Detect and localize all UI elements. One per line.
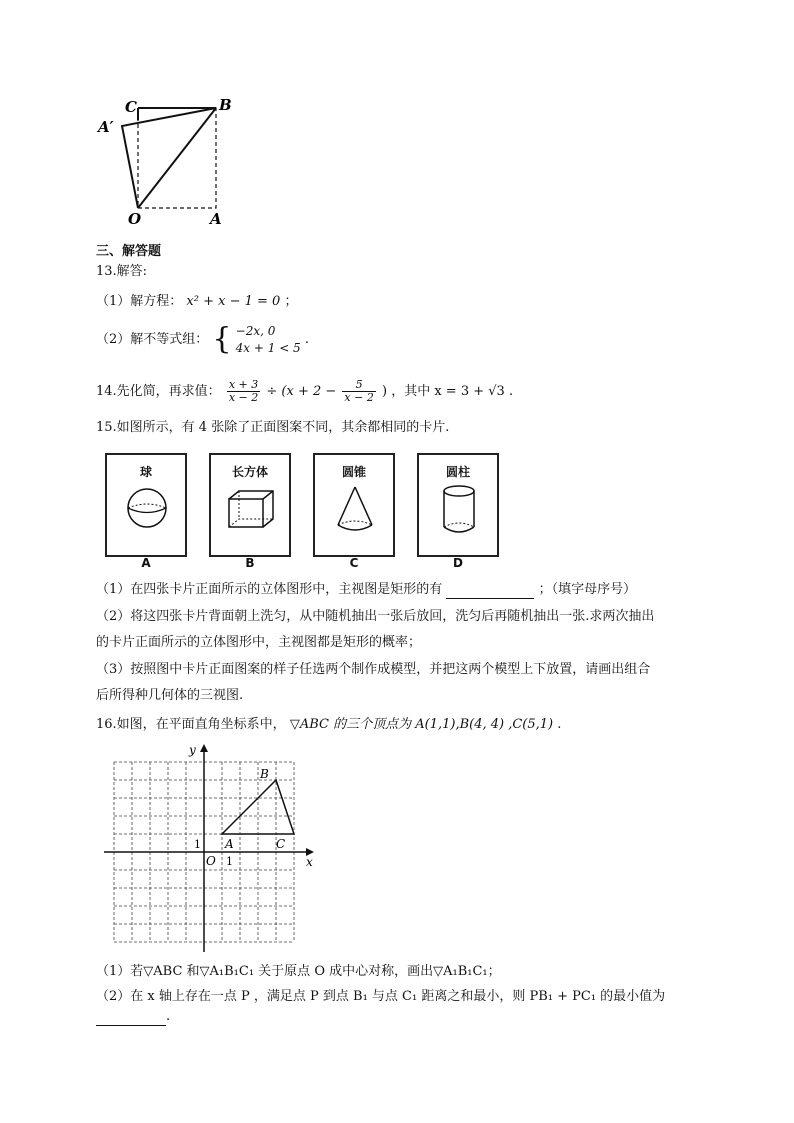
card-D-title: 圆柱 <box>445 465 470 479</box>
inequality-system <box>236 323 301 357</box>
card-A-letter: A <box>141 556 151 570</box>
rotated-edge <box>122 108 216 208</box>
q13-part2-prefix: （2）解不等式组： <box>96 332 209 347</box>
inequality-line-2: 4x + 1 < 5 <box>235 340 301 355</box>
label-C: C <box>125 98 137 116</box>
fraction-1-denominator: x − 2 <box>228 391 259 404</box>
q13-part2 <box>96 322 309 358</box>
label-A: A <box>210 210 222 228</box>
answer-blank-2 <box>96 1011 166 1026</box>
q16-intro-rest: 的三个顶点为 A(1,1),B(4, 4) ,C(5,1) . <box>333 717 562 732</box>
fraction-2-denominator: x − 2 <box>344 391 374 404</box>
q15-part1-suffix: ；（填字母序号） <box>538 582 637 597</box>
inequality-line-1: −2x, 0 <box>235 323 276 338</box>
card-B <box>209 453 291 557</box>
q16-part2-line1: （2）在 x 轴上存在一点 P ，满足点 P 到点 B₁ 与点 C₁ 距离之和最小，则 PB₁ + PC₁ 的最小值为 <box>96 989 666 1004</box>
q13-part1 <box>96 293 297 311</box>
q14-prefix: 14.先化简，再求值： <box>96 384 221 399</box>
q13-header: 13.解答: <box>96 264 148 279</box>
sphere-icon <box>124 485 170 531</box>
q16-part2-end: . <box>166 1009 171 1024</box>
segment-OB <box>138 108 216 208</box>
y-axis-arrow-icon <box>200 744 208 752</box>
label-A-prime: A′ <box>98 118 114 136</box>
card-D <box>417 453 499 557</box>
answer-blank <box>446 584 534 599</box>
q15-part1-text: （1）在四张卡片正面所示的立体图形中，主视图是矩形的有 <box>96 582 443 597</box>
fraction-1-numerator: x + 3 <box>228 378 259 391</box>
cuboid-icon <box>225 487 279 533</box>
rotation-figure <box>92 90 242 230</box>
axis-label-y: y <box>189 743 196 757</box>
q16-part1: （1）若▽ABC 和▽A₁B₁C₁ 关于原点 O 成中心对称，画出▽A₁B₁C₁； <box>96 964 501 979</box>
card-A-title: 球 <box>139 465 152 479</box>
brace-icon: { <box>212 321 232 357</box>
card-D-letter: D <box>453 556 463 570</box>
q14 <box>96 376 513 408</box>
q13-part1-prefix: （1）解方程： <box>96 294 183 309</box>
cone-icon <box>332 483 378 537</box>
fraction-1 <box>227 379 260 404</box>
axis-label-x: x <box>306 855 313 869</box>
q13-part2-suffix: . <box>304 332 309 347</box>
q15-intro: 15.如图所示，有 4 张除了正面图案不同，其余都相同的卡片. <box>96 420 450 435</box>
q13-part1-suffix: ； <box>284 294 298 309</box>
section-heading: 三、解答题 <box>96 244 162 259</box>
q16-part2-line2 <box>96 1008 170 1026</box>
q13-part1-equation: x² + x − 1 = 0 <box>186 294 281 309</box>
q14-close: ) <box>381 384 388 399</box>
origin-label: O <box>206 854 216 868</box>
card-B-title: 长方体 <box>231 465 268 479</box>
card-A <box>105 453 187 557</box>
q15-part2-line1: （2）将这四张卡片背面朝上洗匀，从中随机抽出一张后放回，洗匀后再随机抽出一张.求两次抽出 <box>96 609 655 624</box>
card-C-letter: C <box>349 556 359 570</box>
card-C <box>313 453 395 557</box>
q14-suffix: ，其中 x = 3 + √3 . <box>391 384 514 399</box>
triangle-name: ▽ABC <box>289 717 329 732</box>
q15-part3-line2: 后所得种几何体的三视图. <box>96 688 244 703</box>
card-B-letter: B <box>245 556 255 570</box>
point-label-C: C <box>276 837 286 851</box>
q14-middle: ÷ (x + 2 − <box>266 384 337 399</box>
cylinder-icon <box>439 483 479 539</box>
q15-part1 <box>96 581 636 599</box>
label-O: O <box>128 210 142 228</box>
q16-intro <box>96 716 561 734</box>
label-B: B <box>219 96 232 114</box>
card-C-title: 圆锥 <box>341 465 366 479</box>
q15-part2-line2: 的卡片正面所示的立体图形中，主视图都是矩形的概率； <box>96 635 422 650</box>
fraction-2 <box>342 379 375 404</box>
x-unit-label: 1 <box>226 855 233 868</box>
coordinate-grid <box>100 742 322 954</box>
y-unit-label: 1 <box>194 838 201 851</box>
q16-intro-prefix: 16.如图，在平面直角坐标系中， <box>96 717 286 732</box>
point-label-A: A <box>225 837 234 851</box>
fraction-2-numerator: 5 <box>342 379 375 392</box>
point-label-B: B <box>260 767 269 781</box>
q15-part3-line1: （3）按照图中卡片正面图案的样子任选两个制作成模型，并把这两个模型上下放置，请画出组合 <box>96 662 651 677</box>
